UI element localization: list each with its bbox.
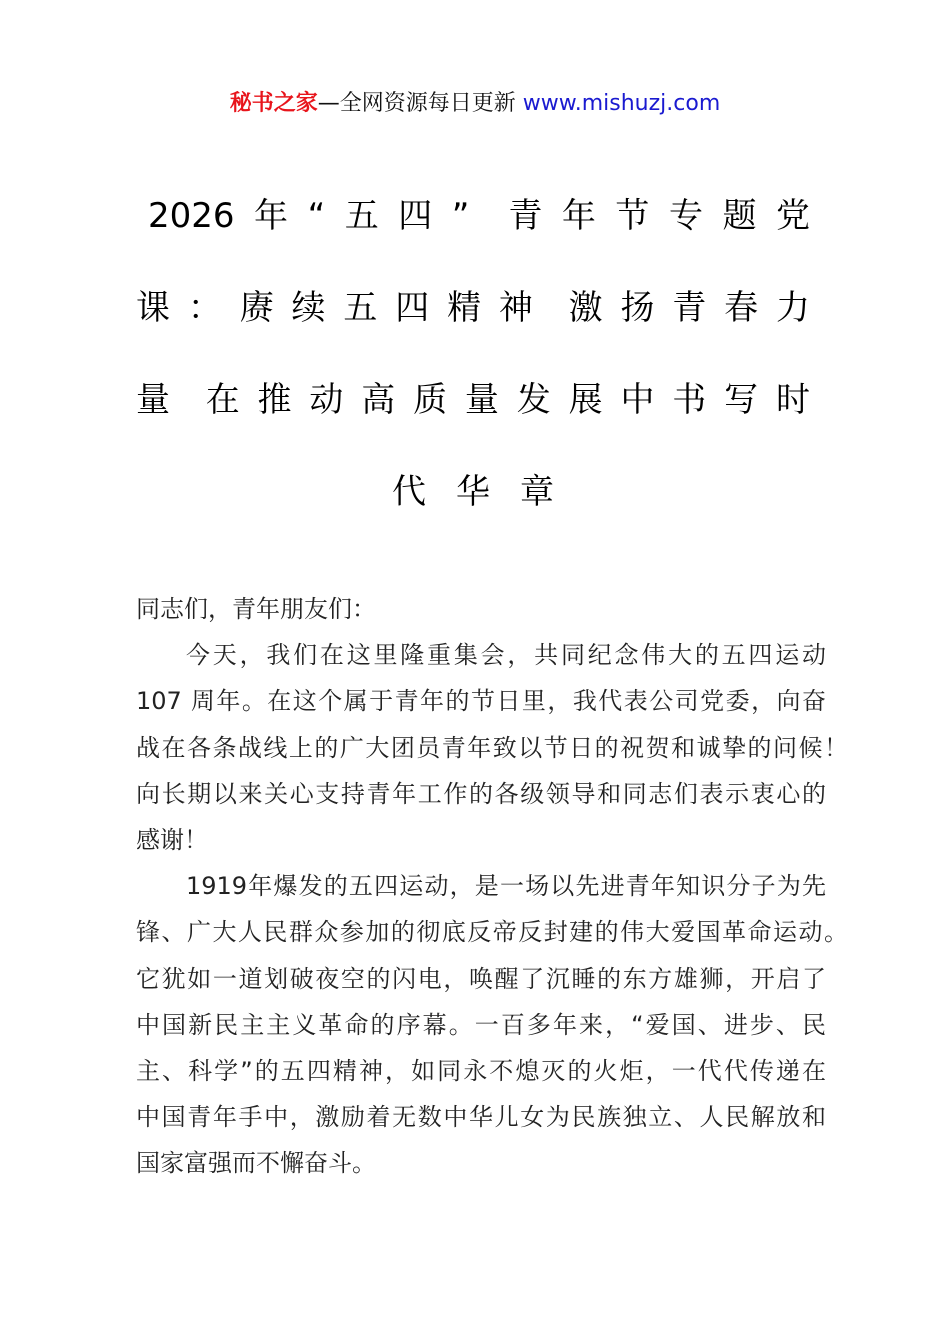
title-char: 量 — [464, 380, 499, 420]
text-line: 中国新民主主义革命的序幕。一百多年来，“爱国、进步、民 — [136, 1010, 826, 1039]
title-char: 四 — [395, 288, 430, 328]
text-line: 感谢！ — [136, 825, 208, 854]
text-line: 今天，我们在这里隆重集会，共同纪念伟大的五四运动 — [186, 641, 826, 670]
title-char: 题 — [722, 196, 757, 236]
text-line: 国家富强而不懈奋斗。 — [136, 1149, 376, 1178]
title-char: 华 — [456, 472, 490, 512]
title-char: 推 — [257, 380, 292, 420]
title-char: 书 — [672, 380, 707, 420]
text-line: 107 周年。在这个属于青年的节日里，我代表公司党委，向奋 — [136, 687, 826, 716]
title-char: 赓 — [239, 288, 274, 328]
title-char: 青 — [672, 288, 707, 328]
title-char: 章 — [520, 472, 554, 512]
text-line: 向长期以来关心支持青年工作的各级领导和同志们表示衷心的 — [136, 779, 826, 808]
text-line: 战在各条战线上的广大团员青年致以节日的祝贺和诚挚的问候！ — [136, 733, 848, 762]
title-char: 五 — [343, 288, 378, 328]
title-char: 在 — [205, 380, 240, 420]
title-char: 课 — [136, 288, 170, 328]
title-char: 精 — [447, 288, 482, 328]
title-char: 展 — [568, 380, 603, 420]
title-char: 扬 — [620, 288, 655, 328]
brand-name: 秘书之家 — [229, 91, 318, 116]
document-title — [136, 190, 810, 558]
title-char: 神 — [498, 288, 533, 328]
site-url-link[interactable]: www.mishuzj.com — [522, 91, 721, 116]
title-char: 代 — [392, 472, 426, 512]
title-char: 动 — [309, 380, 344, 420]
title-char: 激 — [568, 288, 603, 328]
title-char: 量 — [136, 380, 170, 420]
title-char: ： — [187, 288, 222, 328]
title-char: 年 — [561, 196, 596, 236]
title-char: 2026 — [148, 196, 235, 236]
paragraph-2 — [136, 867, 848, 1190]
title-char: 质 — [413, 380, 448, 420]
text-line: 1919年爆发的五四运动，是一场以先进青年知识分子为先 — [186, 872, 826, 901]
title-char: 写 — [724, 380, 759, 420]
title-char: 春 — [724, 288, 759, 328]
title-char: “ — [307, 196, 326, 236]
title-line — [136, 374, 810, 466]
title-char: 党 — [775, 196, 810, 236]
title-char: 四 — [398, 196, 433, 236]
title-char: 高 — [361, 380, 396, 420]
text-line: 主、科学”的五四精神，如同永不熄灭的火炬，一代代传递在 — [136, 1056, 826, 1085]
slogan: —全网资源每日更新 — [317, 91, 523, 116]
site-header — [0, 88, 950, 120]
title-char: 续 — [291, 288, 326, 328]
title-char: 年 — [254, 196, 289, 236]
title-char: ” — [451, 196, 470, 236]
title-line — [136, 466, 810, 558]
greeting: 同志们，青年朋友们： — [136, 595, 376, 623]
title-char: 力 — [775, 288, 810, 328]
title-char: 中 — [620, 380, 655, 420]
paragraph-1 — [136, 636, 848, 867]
title-char: 五 — [344, 196, 379, 236]
title-line — [136, 190, 810, 282]
title-char: 青 — [508, 196, 543, 236]
title-char: 发 — [516, 380, 551, 420]
document-body — [136, 590, 848, 1190]
title-char: 时 — [775, 380, 810, 420]
text-line: 它犹如一道划破夜空的闪电，唤醒了沉睡的东方雄狮，开启了 — [136, 964, 826, 993]
title-char: 专 — [668, 196, 703, 236]
title-char: 节 — [615, 196, 650, 236]
title-line — [136, 282, 810, 374]
text-line: 中国青年手中，激励着无数中华儿女为民族独立、人民解放和 — [136, 1103, 826, 1132]
text-line: 锋、广大人民群众参加的彻底反帝反封建的伟大爱国革命运动。 — [136, 918, 848, 947]
